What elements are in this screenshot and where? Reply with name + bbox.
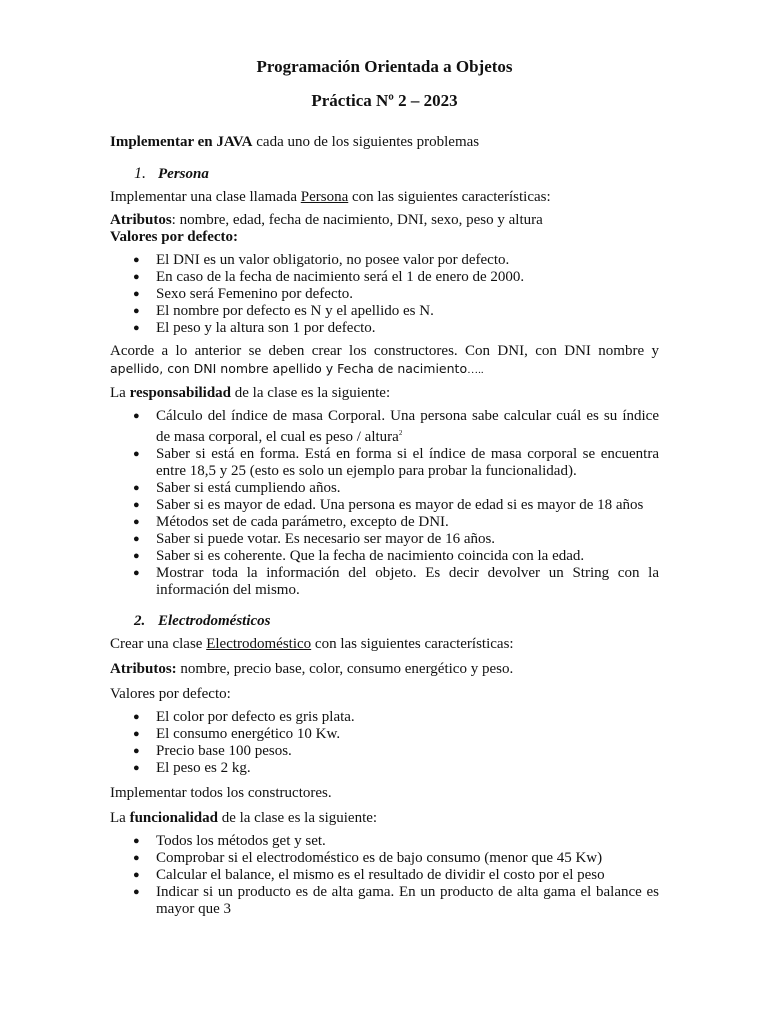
list-item bbox=[110, 833, 659, 850]
list-item-text: El nombre por defecto es N y el apellido es N. bbox=[156, 303, 434, 319]
section-2-defaults-list bbox=[110, 709, 659, 777]
section-2-class-post: con las siguientes características: bbox=[311, 636, 514, 652]
list-item bbox=[110, 867, 659, 884]
bullet-icon: ● bbox=[133, 533, 140, 545]
document-title: Programación Orientada a Objetos bbox=[256, 57, 513, 76]
list-item-text: Saber si está en forma. Está en forma si el índice de masa corporal se encuentra entre 18,5 y 25 (esto es solo un ejemplo para probar la funcionalidad). bbox=[156, 446, 659, 479]
list-item-text: Saber si es mayor de edad. Una persona es mayor de edad si es mayor de 18 años bbox=[156, 497, 644, 513]
section-1-attributes-text: : nombre, edad, fecha de nacimiento, DNI, sexo, peso y altura bbox=[171, 212, 543, 228]
list-item bbox=[110, 548, 659, 565]
bullet-icon: ● bbox=[133, 271, 140, 283]
section-1-responsibility-list bbox=[110, 408, 659, 599]
list-item bbox=[110, 850, 659, 867]
section-1-attributes-label: Atributos bbox=[110, 212, 172, 228]
section-1-number: 1. bbox=[134, 165, 146, 182]
bullet-icon: ● bbox=[133, 835, 140, 847]
section-2-class-line bbox=[110, 636, 659, 653]
list-item-text: Saber si puede votar. Es necesario ser mayor de 16 años. bbox=[156, 531, 496, 547]
bullet-icon: ● bbox=[133, 499, 140, 511]
list-item bbox=[110, 252, 659, 269]
list-item-text: El consumo energético 10 Kw. bbox=[156, 726, 341, 742]
list-item-text: El color por defecto es gris plata. bbox=[156, 709, 355, 725]
list-item-text: Calcular el balance, el mismo es el resultado de dividir el costo por el peso bbox=[156, 867, 605, 883]
section-2-defaults-label: Valores por defecto: bbox=[110, 686, 231, 702]
bullet-icon: ● bbox=[133, 482, 140, 494]
constructors-text: Acorde a lo anterior se deben crear los constructores. Con DNI, con DNI nombre y bbox=[110, 343, 659, 359]
section-1-defaults-label-text: Valores por defecto: bbox=[110, 229, 239, 245]
func-bold: funcionalidad bbox=[129, 810, 218, 826]
bullet-icon: ● bbox=[133, 448, 140, 460]
list-item bbox=[110, 497, 659, 514]
list-item bbox=[110, 709, 659, 726]
section-2-class-pre: Crear una clase bbox=[110, 636, 207, 652]
list-item bbox=[110, 446, 659, 480]
list-item-text: Saber si está cumpliendo años. bbox=[156, 480, 341, 496]
list-item bbox=[110, 303, 659, 320]
bullet-icon: ● bbox=[133, 567, 140, 579]
list-item bbox=[110, 286, 659, 303]
bullet-icon: ● bbox=[133, 410, 140, 422]
resp-pre: La bbox=[110, 385, 130, 401]
bullet-icon: ● bbox=[133, 516, 140, 528]
constructors-ellipsis: ….. bbox=[467, 364, 484, 376]
list-item-text: Todos los métodos get y set. bbox=[156, 833, 326, 849]
section-1-defaults-list bbox=[110, 252, 659, 337]
func-post: de la clase es la siguiente: bbox=[217, 810, 378, 826]
bullet-icon: ● bbox=[133, 254, 140, 266]
section-2-constructors: Implementar todos los constructores. bbox=[110, 785, 332, 801]
bullet-icon: ● bbox=[133, 745, 140, 757]
list-item bbox=[110, 514, 659, 531]
constructors-mono-text: apellido, con DNI nombre apellido y Fecha de nacimiento bbox=[110, 361, 468, 376]
resp-post: de la clase es la siguiente: bbox=[231, 385, 391, 401]
list-item bbox=[110, 408, 659, 446]
section-2-title: Electrodomésticos bbox=[158, 613, 271, 629]
bullet-icon: ● bbox=[133, 762, 140, 774]
bullet-icon: ● bbox=[133, 869, 140, 881]
bullet-icon: ● bbox=[133, 852, 140, 864]
list-item-text: El DNI es un valor obligatorio, no posee valor por defecto. bbox=[156, 252, 510, 268]
bullet-icon: ● bbox=[133, 728, 140, 740]
section-1-title: Persona bbox=[158, 166, 209, 182]
bullet-icon: ● bbox=[133, 886, 140, 898]
section-1-class-post: con las siguientes características: bbox=[348, 189, 551, 205]
list-item bbox=[110, 565, 659, 599]
section-2-attributes-text: nombre, precio base, color, consumo energético y peso. bbox=[176, 661, 514, 677]
func-pre: La bbox=[110, 810, 130, 826]
section-2-attributes-label: Atributos: bbox=[110, 661, 177, 677]
list-item-text: Indicar si un producto es de alta gama. En un producto de alta gama el balance es mayor que 3 bbox=[156, 884, 659, 917]
intro-rest: cada uno de los siguientes problemas bbox=[252, 134, 480, 150]
list-item bbox=[110, 743, 659, 760]
bullet-icon: ● bbox=[133, 288, 140, 300]
list-item bbox=[110, 760, 659, 777]
list-item-text: El peso y la altura son 1 por defecto. bbox=[156, 320, 376, 336]
resp-bold: responsabilidad bbox=[129, 385, 232, 401]
section-1-class-pre: Implementar una clase llamada bbox=[110, 189, 301, 205]
section-1-constructors bbox=[110, 343, 659, 379]
section-2-attributes bbox=[110, 661, 659, 678]
section-2-heading bbox=[110, 613, 659, 630]
bullet-icon: ● bbox=[133, 305, 140, 317]
list-item bbox=[110, 480, 659, 497]
superscript-2: 2 bbox=[398, 429, 403, 437]
bullet-icon: ● bbox=[133, 322, 140, 334]
document-subtitle: Práctica Nº 2 – 2023 bbox=[311, 91, 458, 110]
section-2-class-name: Electrodoméstico bbox=[206, 636, 312, 652]
list-item bbox=[110, 726, 659, 743]
list-item bbox=[110, 269, 659, 286]
section-1-class-name: Persona bbox=[300, 189, 349, 205]
list-item-text: Métodos set de cada parámetro, excepto de DNI. bbox=[156, 514, 449, 530]
list-item bbox=[110, 320, 659, 337]
list-item-text: Precio base 100 pesos. bbox=[156, 743, 292, 759]
section-1-attributes bbox=[110, 212, 659, 229]
list-item-text: En caso de la fecha de nacimiento será el 1 de enero de 2000. bbox=[156, 269, 525, 285]
section-2-functionality-label bbox=[110, 810, 659, 827]
list-item-text: Saber si es coherente. Que la fecha de nacimiento coincida con la edad. bbox=[156, 548, 585, 564]
bullet-icon: ● bbox=[133, 711, 140, 723]
section-1-class-line bbox=[110, 189, 659, 206]
list-item-text: Cálculo del índice de masa Corporal. Una persona sabe calcular cuál es su índice de masa corporal, el cual es peso / altura bbox=[156, 408, 659, 445]
section-2-number: 2. bbox=[134, 613, 146, 629]
intro-line bbox=[110, 134, 659, 151]
section-1-defaults-label bbox=[110, 229, 659, 246]
section-2-functionality-list bbox=[110, 833, 659, 918]
list-item-text: Comprobar si el electrodoméstico es de bajo consumo (menor que 45 Kw) bbox=[156, 850, 603, 866]
list-item-text: Sexo será Femenino por defecto. bbox=[156, 286, 354, 302]
list-item-text: Mostrar toda la información del objeto. Es decir devolver un String con la información del mismo. bbox=[156, 565, 659, 598]
intro-bold: Implementar en JAVA bbox=[110, 134, 253, 150]
list-item bbox=[110, 531, 659, 548]
list-item-text: El peso es 2 kg. bbox=[156, 760, 251, 776]
section-1-responsibility-label bbox=[110, 385, 659, 402]
bullet-icon: ● bbox=[133, 550, 140, 562]
list-item bbox=[110, 884, 659, 918]
section-1-heading bbox=[110, 165, 659, 183]
